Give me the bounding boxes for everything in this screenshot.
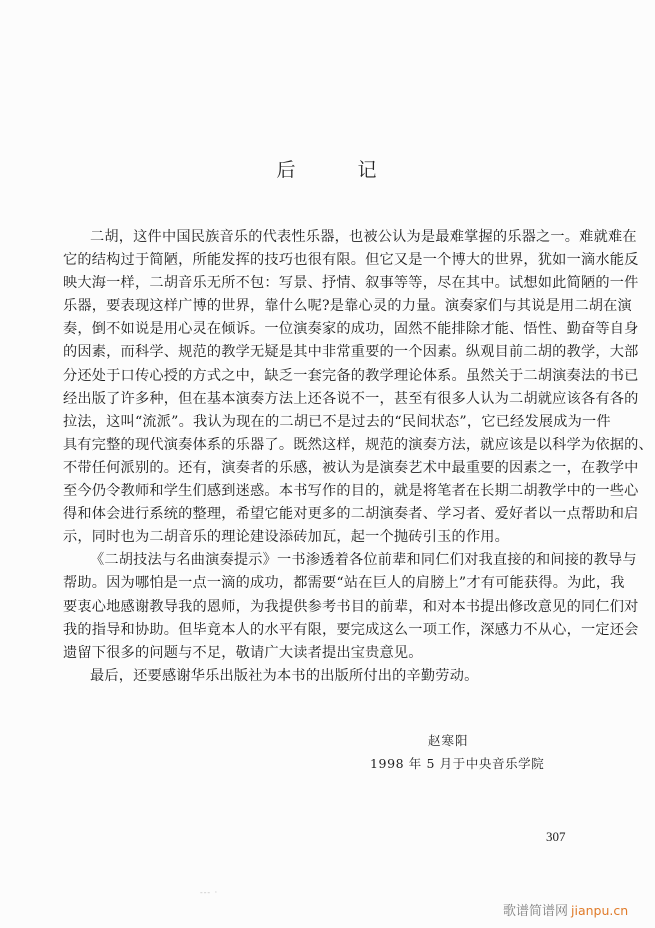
text-line: 奏，倒不如说是用心灵在倾诉。一位演奏家的成功，固然不能排除才能、悟性、勤奋等自身 [63,321,639,338]
paragraph-3 [63,665,574,688]
text-line: 的因素，而科学、规范的教学无疑是其中非常重要的一个因素。纵观目前二胡的教学，大部 [63,344,639,361]
text-line: 要衷心地感谢教导我的恩师，为我提供参考书目的前辈，和对本书提出修改意见的同仁们对 [63,598,639,615]
text-line: 乐器，要表现这样广博的世界，靠什么呢?是靠心灵的力量。演奏家们与其说是用二胡在演 [63,298,632,315]
page-number: 307 [546,829,566,844]
date-place: 1998 年 5 月于中央音乐学院 [370,756,545,771]
title-char-1: 后 [276,159,298,181]
text-line: 遗留下很多的问题与不足，敬请广大读者提出宝贵意见。 [63,644,423,661]
author-name: 赵寒阳 [428,733,469,748]
text-line: 经出版了许多种，但在基本演奏方法上还各说不一，甚至有很多人认为二胡就应该各有各的 [63,390,639,407]
page-title [0,155,655,182]
text-line: 拉法，这叫“流派”。我认为现在的二胡已不是过去的“民间状态”，它已经发展成为一件 [63,413,611,430]
text-line: 至今仍令教师和学生们感到迷惑。本书写作的目的，就是将笔者在长期二胡教学中的一些心 [63,483,639,500]
text-line: 具有完整的现代演奏体系的乐器了。既然这样，规范的演奏方法，就应该是以科学为依据的、 [63,436,653,453]
scan-specks: --- · [200,888,219,897]
watermark-domain: jianpu.cn [571,903,629,918]
text-line: 它的结构过于简陋，所能发挥的技巧也很有限。但它又是一个博大的世界，犹如一滴水能反 [63,252,639,269]
text-line: 帮助。因为哪怕是一点一滴的成功，都需要“站在巨人的肩膀上”才有可能获得。为此，我 [63,575,625,592]
text-line: 不带任何派别的。还有，演奏者的乐感，被认为是演奏艺术中最重要的因素之一，在教学中 [63,459,639,476]
text-line: 示，同时也为二胡音乐的理论建设添砖加瓦，起一个抛砖引玉的作用。 [63,529,510,546]
body-text [63,226,653,688]
text-line: 得和体会进行系统的整理，希望它能对更多的二胡演奏者、学习者、爱好者以一点帮助和启 [63,506,639,523]
paragraph-2 [63,549,639,664]
title-char-2: 记 [357,159,379,181]
watermark [503,900,628,919]
text-line: 分还处于口传心授的方式之中，缺乏一套完备的教学理论体系。虽然关于二胡演奏法的书已 [63,367,639,384]
paragraph-1 [63,226,653,549]
text-line: 最后，还要感谢华乐出版社为本书的出版所付出的辛勤劳动。 [90,667,479,684]
text-line: 我的指导和协助。但毕竟本人的水平有限，要完成这么一项工作，深感力不从心，一定还会 [63,621,639,638]
text-line: 二胡，这件中国民族音乐的代表性乐器，也被公认为是最难掌握的乐器之一。难就难在 [90,229,637,245]
text-line: 《二胡技法与名曲演奏提示》一书渗透着各位前辈和同仁们对我直接的和间接的教导与 [90,552,637,569]
text-line: 映大海一样，二胡音乐无所不包：写景、抒情、叙事等等，尽在其中。试想如此简陋的一件 [63,275,639,292]
watermark-site-name: 歌谱简谱网 [503,904,569,919]
